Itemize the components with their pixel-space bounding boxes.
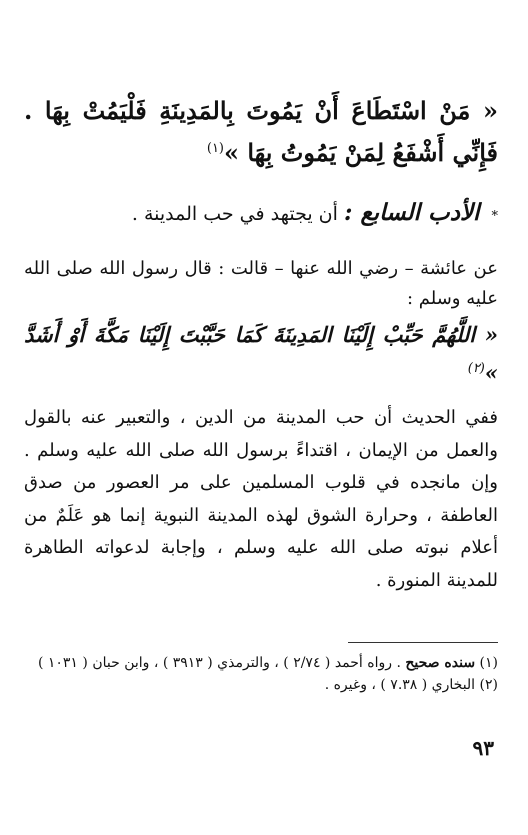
hadith-second (24, 318, 498, 390)
hadith-second-text: « اللَّهُمَّ حَبِّبْ إِلَيْنَا المَدِينَةَ كَمَا حَبَّبْتَ إِلَيْنَا مَكَّةَ أَوْ أَشَدَّ » (24, 322, 498, 385)
footnote-2 (24, 674, 498, 696)
footnote-1-bold: سنده صحيح (405, 655, 476, 671)
narration: عن عائشة – رضي الله عنها – قالت : قال رسول الله صلى الله عليه وسلم : (24, 258, 498, 309)
footnote-divider (348, 642, 498, 643)
footnote-2-text: البخاري ( ٧.٣٨ ) ، وغيره . (324, 677, 476, 693)
section-subtitle: أن يجتهد في حب المدينة . (131, 203, 338, 225)
book-page (24, 0, 498, 835)
section-heading: الأدب السابع : (343, 199, 480, 226)
footnote-2-number: (٢) (479, 677, 498, 693)
hadith-intro (24, 92, 498, 172)
footnotes (24, 652, 498, 696)
footnote-1 (24, 652, 498, 674)
footnote-1-number: (١) (479, 655, 498, 671)
hadith-second-ref: (٢) (467, 361, 485, 376)
page-number: ٩٣ (472, 736, 494, 760)
hadith-intro-text: « مَنْ اسْتَطَاعَ أَنْ يَمُوتَ بِالمَدِينَةِ فَلْيَمُتْ بِهَا . فَإِنِّي أَشْفَعُ لِمَنْ يَمُوتُ بِهَا » (24, 96, 498, 167)
body-paragraph: ففي الحديث أن حب المدينة من الدين ، والتعبير عنه بالقول والعمل من الإيمان ، اقتداءً برسول الله صلى الله عليه وسلم . وإن مانجده في قلوب المسلمين على مر العصور من صدق العاطفة ، وحرارة الشوق لهذه المدينة النبوية إنما هو عَلَمٌ من أعلام نبوته صلى الله عليه وسلم ، وإجابة لدعواته الطاهرة للمدينة المنورة . (24, 407, 498, 591)
footnote-1-text: . رواه أحمد ( ٢/٧٤ ) ، والترمذي ( ٣٩١٣ ) ، وابن حبان ( ١٠٣١ ) (37, 655, 401, 671)
section-title (24, 196, 498, 234)
star-marker: * (491, 209, 498, 224)
hadith-intro-ref: (١) (206, 141, 224, 156)
